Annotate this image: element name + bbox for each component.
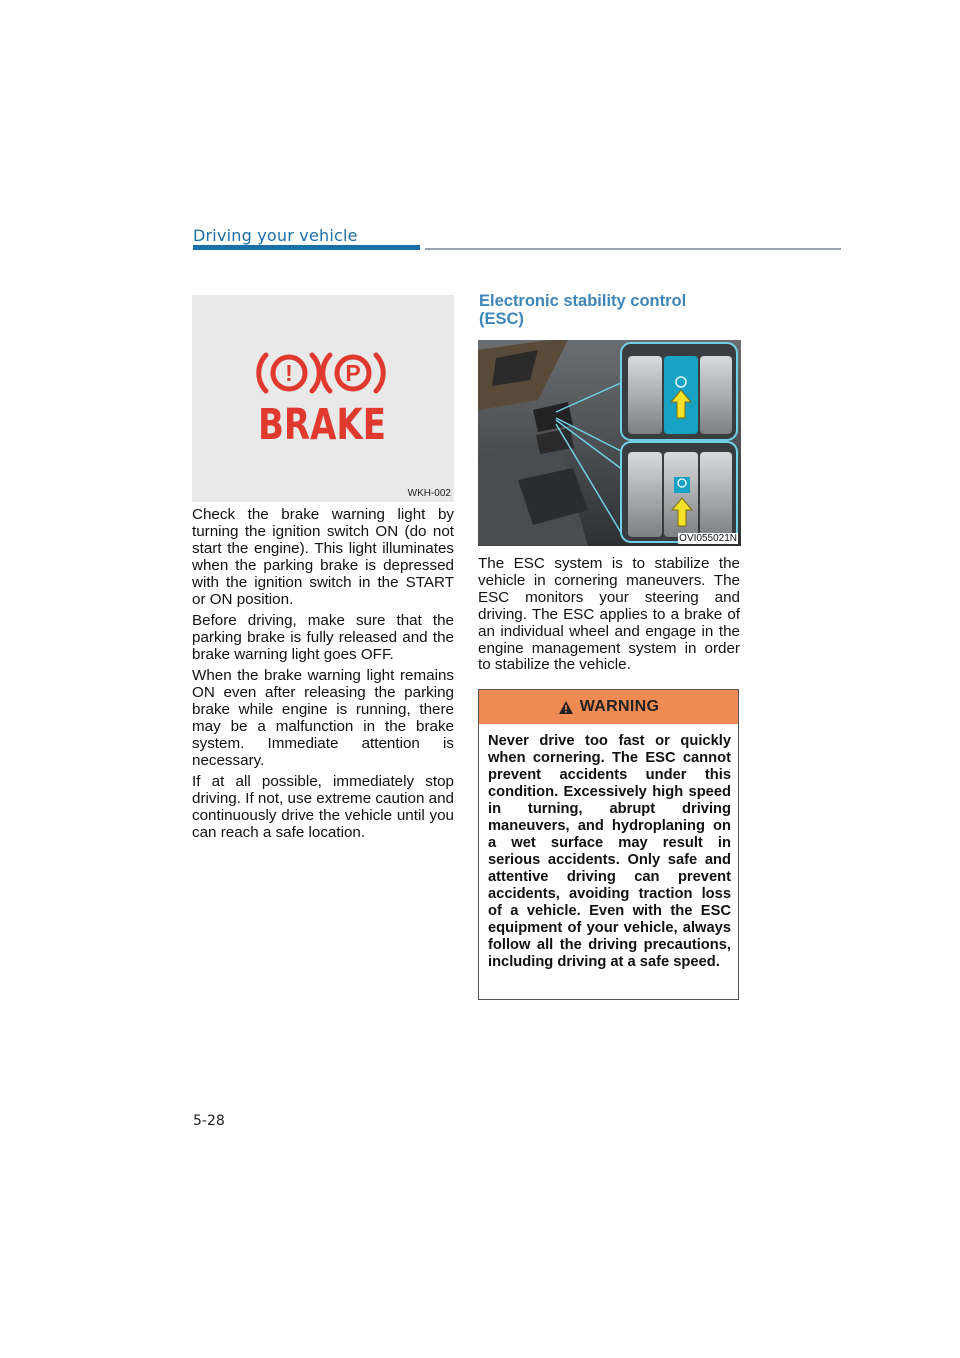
warning-box — [478, 689, 739, 1000]
header-rule-thin — [425, 248, 841, 250]
warning-label: WARNING — [579, 698, 660, 715]
paragraph-stop-driving: If at all possible, immediately stop driving. If not, use extreme caution and continuously drive the vehicle until you can reach a safe location. — [192, 773, 454, 841]
paragraph-esc-description: The ESC system is to stabilize the vehicle in cornering maneuvers. The ESC monitors your steering and driving. The ESC applies to a brake of an individual wheel and engage in the engine management system in order to stabilize the vehicle. — [478, 555, 740, 674]
header-rule-thick — [193, 245, 420, 250]
section-heading-esc — [479, 292, 741, 328]
brake-warning-right-arc — [312, 355, 319, 391]
warning-text: Never drive too fast or quickly when cornering. The ESC cannot prevent accidents under this condition. Excessively high speed in turning, abrupt driving maneuvers, and hydroplaning on a wet surface may result in serious accidents. Only safe and attentive driving can prevent accidents, avoiding traction loss of a vehicle. Even with the ESC equipment of your vehicle, always follow all the driving precautions, including driving at a safe speed. — [488, 733, 731, 970]
section-heading-line1: Electronic stability control — [479, 292, 687, 310]
exclamation-glyph: ! — [285, 360, 293, 386]
header-title: Driving your vehicle — [193, 226, 358, 245]
paragraph-brake-check: Check the brake warning light by turning the ignition switch ON (do not start the engine). This light illuminates when the parking brake is depressed with the ignition switch in the START or ON position. — [192, 506, 454, 608]
paragraph-malfunction: When the brake warning light remains ON even after releasing the parking brake while engine is running, there may be a malfunction in the brake system. Immediate attention is necessary. — [192, 667, 454, 769]
warning-triangle-icon — [558, 700, 574, 715]
esc-switch-figure — [478, 340, 741, 546]
page-number: 5-28 — [193, 1113, 225, 1129]
parking-glyph: P — [345, 360, 361, 386]
parking-right-arc — [376, 355, 383, 391]
brake-indicator-graphic — [192, 295, 454, 502]
figure-code: WKH-002 — [407, 488, 451, 499]
section-heading-line2: (ESC) — [479, 310, 524, 328]
figure-code-esc: OVI055021N — [679, 533, 737, 544]
brake-warning-left-arc — [259, 355, 266, 391]
parking-left-arc — [323, 355, 330, 391]
warning-header — [479, 690, 738, 724]
paragraph-before-driving: Before driving, make sure that the parking brake is fully released and the brake warning light goes OFF. — [192, 612, 454, 663]
brake-warning-figure — [192, 295, 454, 502]
esc-dashboard-illustration — [478, 340, 741, 546]
brake-label: BRAKE — [258, 400, 386, 450]
